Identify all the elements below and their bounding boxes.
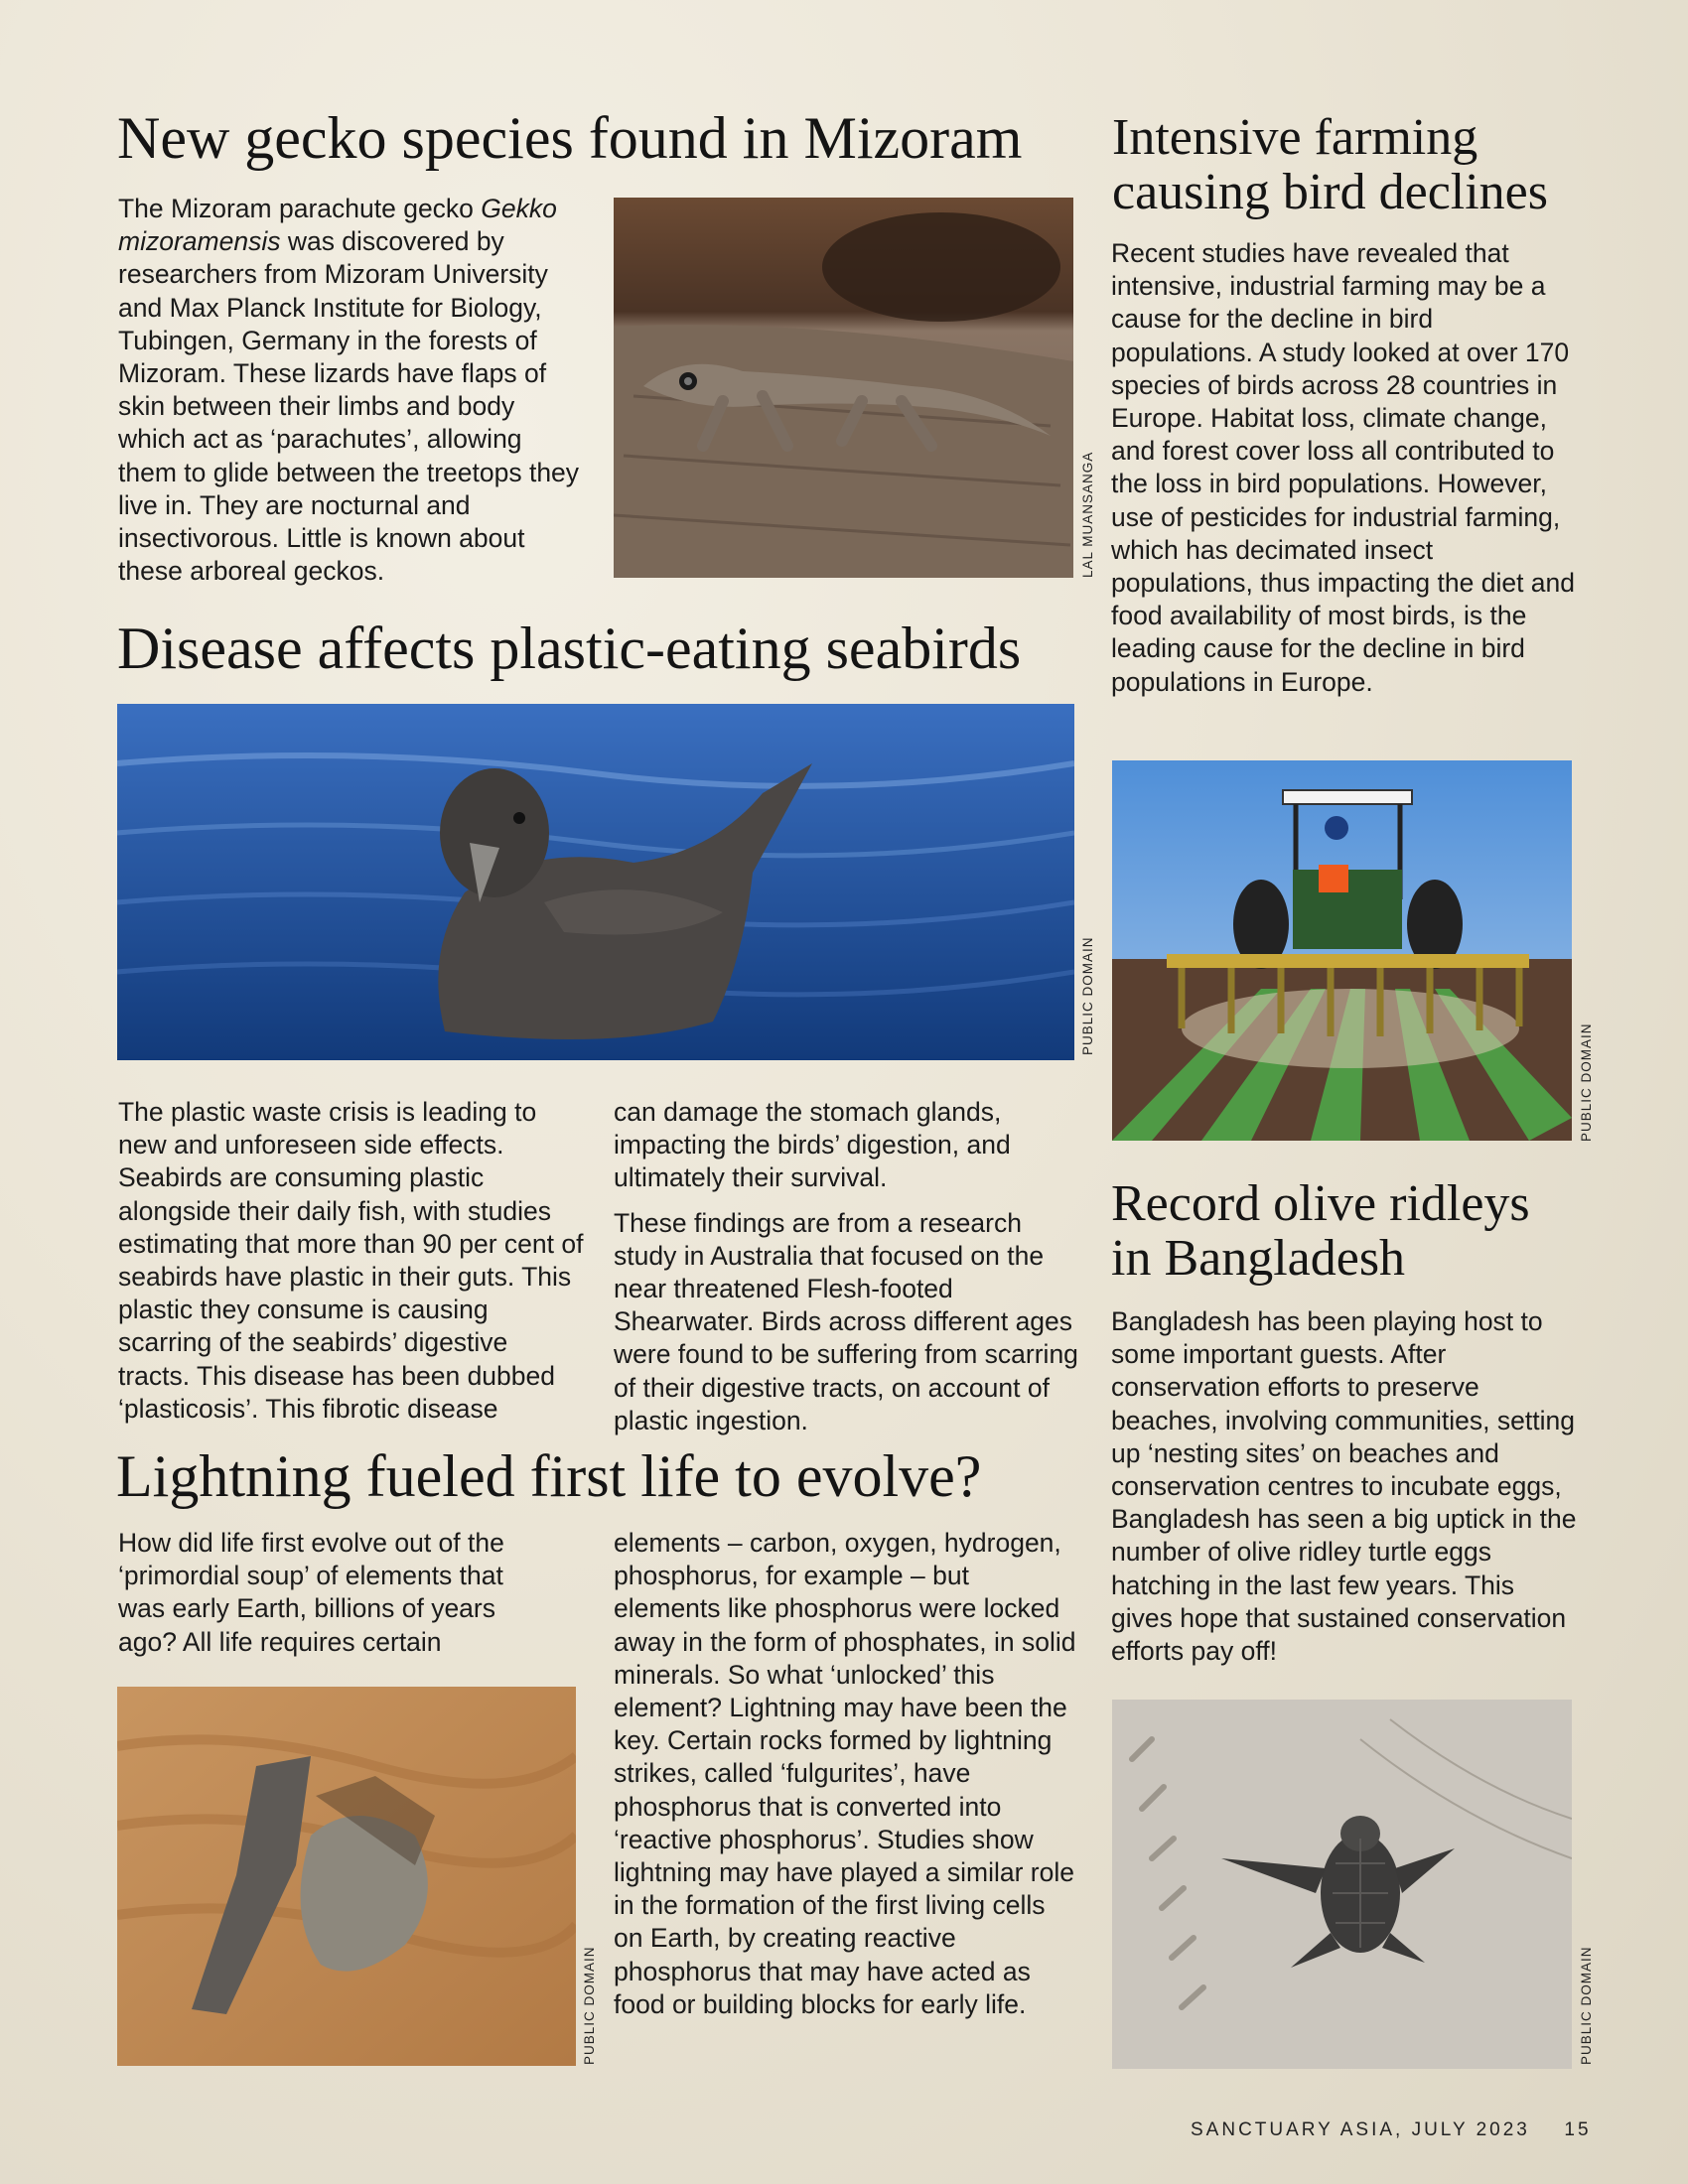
- turtle-photo: [1112, 1700, 1572, 2069]
- seabird-photo-credit: PUBLIC DOMAIN: [1080, 936, 1095, 1055]
- gecko-photo-credit: LAL MUANSANGA: [1080, 451, 1095, 578]
- fulgurite-photo-credit: PUBLIC DOMAIN: [582, 1946, 597, 2065]
- footer-page-number: 15: [1564, 2119, 1592, 2140]
- tractor-photo-credit: PUBLIC DOMAIN: [1579, 1023, 1594, 1142]
- gecko-headline: New gecko species found in Mizoram: [117, 105, 1023, 171]
- farming-body: Recent studies have revealed that intensive, industrial farming may be a cause for the decline in bird populations. A study looked at over 170 species of birds across 28 countries in Europe. Habitat loss, climate change, and forest cover loss all contributed to the loss in bird populations. However, use of pesticides for industrial farming, which has decimated insect populations, thus impacting the diet and food availability of most birds, is the leading cause for the decline in bird populations in Europe.: [1111, 238, 1576, 697]
- seabirds-col2-p2: These findings are from a research study in Australia that focused on the near threatened Flesh-footed Shearwater. Birds across different ages were found to be suffering from scarring of their digestive tracts, on account of plastic ingestion.: [614, 1207, 1078, 1435]
- seabirds-col2-p1: can damage the stomach glands, impacting the birds’ digestion, and ultimately their survival.: [614, 1097, 1011, 1193]
- gecko-body-intro: The Mizoram parachute gecko: [118, 194, 482, 223]
- olive-headline-line2: in Bangladesh: [1111, 1229, 1406, 1287]
- footer-magazine: SANCTUARY ASIA, JULY 2023: [1191, 2119, 1530, 2140]
- gecko-photo: [614, 198, 1073, 578]
- fulgurite-photo: [117, 1687, 576, 2066]
- lightning-col2: elements – carbon, oxygen, hydrogen, phosphorus, for example – but elements like phosphorus were locked away in the form of phosphates, in solid minerals. So what ‘unlocked’ this element? Lightning may have been the key. Certain rocks formed by lightning strikes, called ‘fulgurites’, have phosphorus that is converted into ‘reactive phosphorus’. Studies show lightning may have played a similar role in the formation of the first living cells on Earth, by creating reactive phosphorus that may have acted as food or building blocks for early life.: [614, 1528, 1076, 2019]
- farming-headline-line1: Intensive farming: [1112, 109, 1478, 166]
- seabirds-headline: Disease affects plastic-eating seabirds: [117, 615, 1022, 681]
- seabird-photo: [117, 704, 1074, 1060]
- lightning-col1: How did life first evolve out of the ‘primordial soup’ of elements that was early Earth, billions of years ago? All life requires certain: [118, 1528, 504, 1657]
- gecko-body-rest: was discovered by researchers from Mizoram University and Max Planck Institute for Biology, Tubingen, Germany in the forests of Mizoram. These lizards have flaps of skin between their limbs and body which act as ‘parachutes’, allowing them to glide between the treetops they live in. They are nocturnal and insectivorous. Little is known about these arboreal geckos.: [118, 226, 580, 587]
- farming-headline-line2: causing bird declines: [1112, 163, 1548, 220]
- olive-headline: [1111, 1177, 1530, 1286]
- turtle-photo-credit: PUBLIC DOMAIN: [1579, 1946, 1594, 2065]
- lightning-headline: Lightning fueled first life to evolve?: [116, 1443, 982, 1509]
- olive-headline-line1: Record olive ridleys: [1111, 1175, 1530, 1232]
- footer: [1191, 2119, 1592, 2141]
- gecko-body: [118, 193, 585, 588]
- farming-headline: [1112, 111, 1548, 219]
- tractor-photo: [1112, 760, 1572, 1141]
- gecko-species-name: Gekko mizoramensis: [118, 194, 557, 257]
- seabirds-col1: The plastic waste crisis is leading to new and unforeseen side effects. Seabirds are consuming plastic alongside their daily fish, with studies estimating that more than 90 per cent of seabirds have plastic in their guts. This plastic they consume is causing scarring of the seabirds’ digestive tracts. This disease has been dubbed ‘plasticosis’. This fibrotic disease: [118, 1097, 584, 1424]
- olive-body: Bangladesh has been playing host to some important guests. After conservation efforts to preserve beaches, involving communities, setting up ‘nesting sites’ on beaches and conservation centres to incubate eggs, Bangladesh has seen a big uptick in the number of olive ridley turtle eggs hatching in the last few years. This gives hope that sustained conservation efforts pay off!: [1111, 1306, 1577, 1667]
- seabirds-col2: [614, 1096, 1080, 1449]
